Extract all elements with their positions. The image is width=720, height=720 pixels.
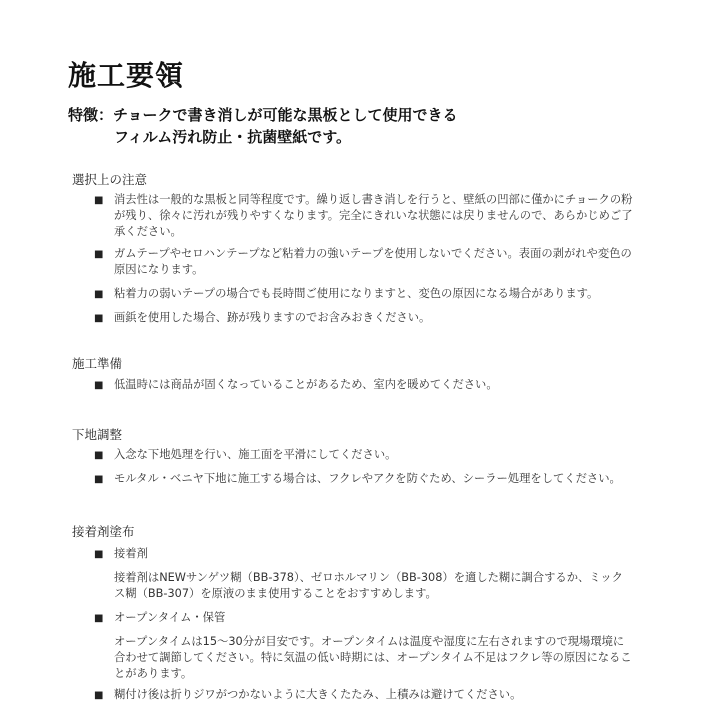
bullet-icon: ■ [94,690,104,701]
list-item: ■ オープンタイム・保管 [94,610,634,626]
list-item: ■ 消去性は一般的な黒板と同等程度です。繰り返し書き消しを行うと、壁紙の凹部に僅かにチョークの粉が残り、徐々に汚れが残りやすくなります。完全にきれいな状態には戻りませんので、あらかじめご了承ください。 [94,193,633,238]
bullet-icon: ■ [94,249,104,260]
feature-line-1: 特徴：チョークで書き消しが可能な黒板として使用できる [68,106,458,124]
feature-statement [68,104,458,148]
section-heading-adhesive: 接着剤塗布 [72,524,135,539]
bullet-icon: ■ [94,380,104,391]
bullet-icon: ■ [94,195,104,206]
list-item: ■ モルタル・ベニヤ下地に施工する場合は、フクレやアクを防ぐため、シーラー処理をしてください。 [94,471,634,487]
bullet-icon: ■ [94,613,104,624]
bullet-icon: ■ [94,450,104,461]
section-heading-selection-notes: 選択上の注意 [72,172,148,187]
list-item: ■ ガムテープやセロハンテープなど粘着力の強いテープを使用しないでください。表面の剥がれや変色の原因になります。 [94,247,632,276]
list-item-detail: 接着剤はNEWサンゲツ糊（BB-378）、ゼロホルマリン（BB-308）を適した糊に調合するか、ミックス糊（BB-307）を原液のまま使用することをおすすめします。 [114,571,623,600]
section-heading-substrate: 下地調整 [72,427,123,442]
bullet-icon: ■ [94,313,104,324]
bullet-icon: ■ [94,549,104,560]
bullet-icon: ■ [94,289,104,300]
list-item: ■ 低温時には商品が固くなっていることがあるため、室内を暖めてください。 [94,377,634,393]
list-item: ■ 入念な下地処理を行い、施工面を平滑にしてください。 [94,447,634,463]
list-item: ■ 接着剤 [94,546,634,562]
list-item: ■ 粘着力の弱いテープの場合でも長時間ご使用になりますと、変色の原因になる場合があります。 [94,286,634,302]
list-item: ■ 画鋲を使用した場合、跡が残りますのでお含みおきください。 [94,310,634,326]
section-heading-preparation: 施工準備 [72,356,123,371]
page-title: 施工要領 [68,59,185,92]
list-item: ■ 糊付け後は折りジワがつかないように大きくたたみ、上積みは避けてください。 [94,687,634,703]
feature-line-2: フィルム汚れ防止・抗菌壁紙です。 [114,128,352,146]
bullet-icon: ■ [94,474,104,485]
list-item-detail: オープンタイムは15～30分が目安です。オープンタイムは温度や湿度に左右されますので現場環境に合わせて調節してください。特に気温の低い時期には、オープンタイム不足はフクレ等の原因になることがあります。 [114,635,632,680]
